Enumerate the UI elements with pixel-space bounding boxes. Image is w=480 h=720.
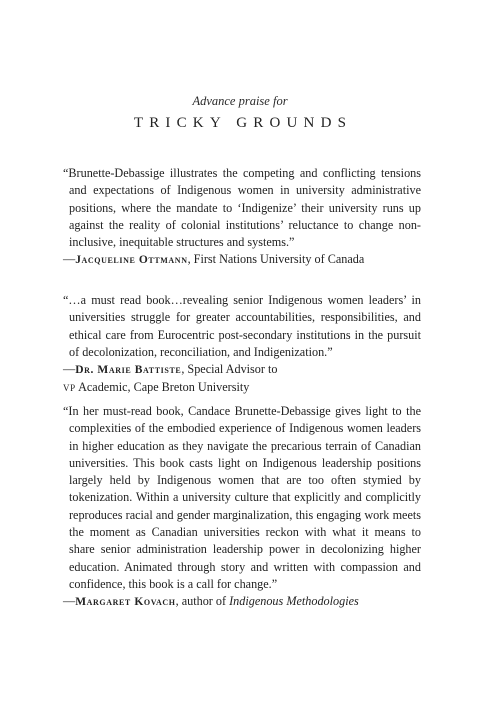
quote-attribution xyxy=(63,593,421,611)
praise-quote-3 xyxy=(63,403,421,612)
quote-attribution xyxy=(63,361,421,379)
attribution-affiliation: , Special Advisor to xyxy=(181,362,278,377)
attribution-name: Margaret Kovach xyxy=(75,596,176,609)
attribution-name: Jacqueline Ottmann xyxy=(75,254,188,267)
quote-text: “…a must read book…revealing senior Indigenous women leaders’ in universities struggle for greater accountabilities, responsibilities, and ethical care from Eurocentric post-secondary institutions in the pursuit of decolonization, reconciliation, and Indigenization.” xyxy=(63,293,421,359)
attribution-dash: — xyxy=(63,252,76,267)
quote-attribution xyxy=(63,251,421,269)
attribution-dash: — xyxy=(63,594,76,609)
attribution-affiliation: , First Nations University of Canada xyxy=(187,252,365,267)
page-header xyxy=(0,93,480,132)
attribution-affiliation: , author of xyxy=(175,594,230,609)
attribution-name: Dr. Marie Battiste xyxy=(75,364,182,377)
attribution-work-title: Indigenous Methodologies xyxy=(229,594,359,609)
quote-text: “In her must-read book, Candace Brunette-Debassige gives light to the complexities of the embodied experience of Indigenous women leaders in higher education as they navigate the precarious terrain of Canadian universities. This book casts light on Indigenous leadership positions largely held by Indigenous women that are too often stymied by tokenization. Within a university culture that explicitly and complicitly reproduces racial and gender marginalization, this engaging work meets the moment as Canadian universities reckon with what it means to share senior administration leadership power in decolonizing higher education. Animated through story and written with compassion and confidence, this book is a call for change.” xyxy=(63,404,421,591)
praise-quote-1 xyxy=(63,165,421,270)
praise-quote-2 xyxy=(63,292,421,397)
attribution-dash: — xyxy=(63,362,76,377)
attribution-role-rest: Academic, Cape Breton University xyxy=(75,380,250,395)
quote-text: “Brunette-Debassige illustrates the competing and conflicting tensions and expectations of Indigenous women in university administrative positions, where the mandate to ‘Indigenize’ their university runs up against the reality of colonial institutions’ reluctance to change non-inclusive, inequitable structures and systems.” xyxy=(63,166,421,250)
attribution-role-abbrev: vp xyxy=(63,380,76,395)
book-title: TRICKY GROUNDS xyxy=(133,115,353,131)
quote-attribution-line-2 xyxy=(63,379,421,396)
advance-praise-subtitle: Advance praise for xyxy=(192,94,288,108)
